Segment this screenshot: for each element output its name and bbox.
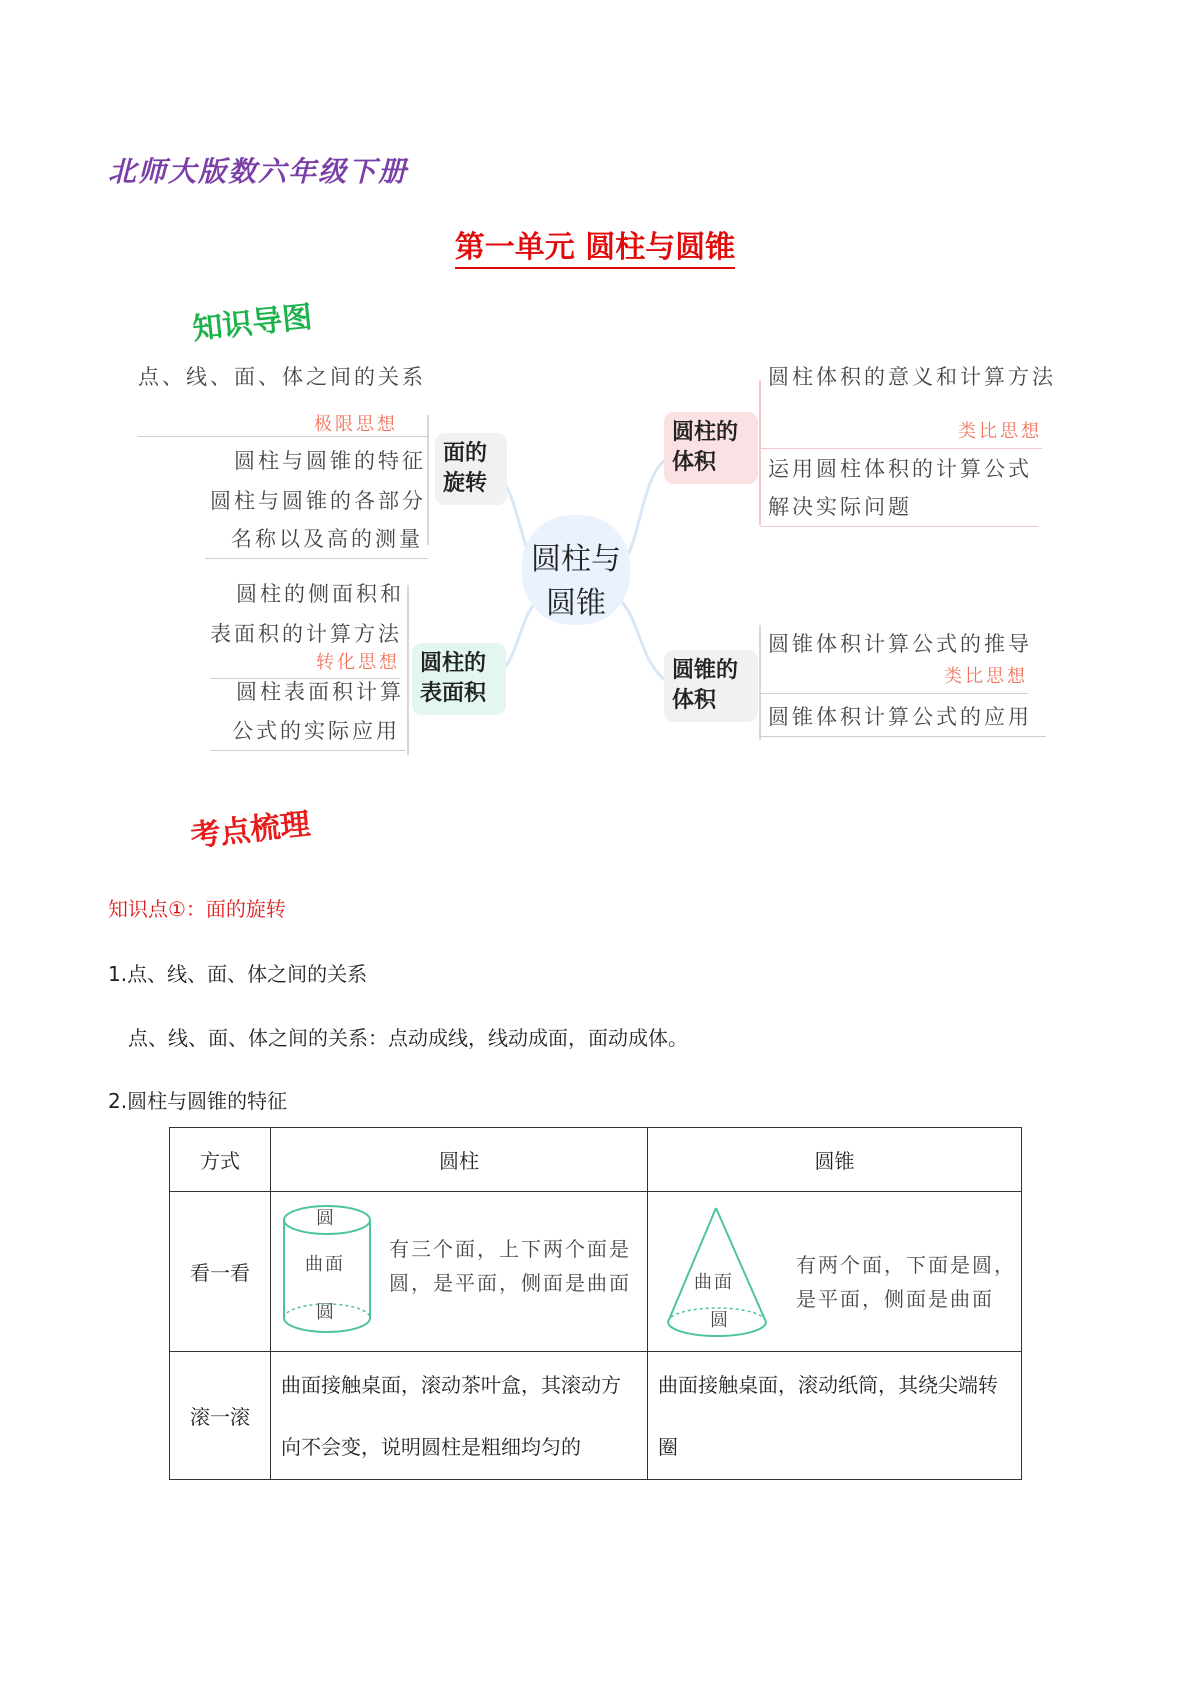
mindmap-node-rotation: 面的旋转	[435, 433, 507, 505]
cylinder-label-bot: 圆	[316, 1302, 336, 1323]
mindmap-leaf: 公式的实际应用	[210, 712, 405, 751]
cone-roll-line-1: 曲面接触桌面，滚动纸筒，其绕尖端转	[658, 1372, 998, 1397]
cylinder-label-mid: 曲面	[305, 1254, 345, 1275]
cone-label-mid: 曲面	[694, 1272, 734, 1293]
cylinder-roll-line-1: 曲面接触桌面，滚动茶叶盒，其滚动方	[281, 1372, 621, 1397]
mindmap-leaf: 圆柱与圆锥的特征	[234, 449, 426, 473]
mindmap-leaf: 圆锥体积计算公式的应用	[760, 698, 1046, 737]
table-header-cell: 圆锥	[648, 1128, 1022, 1192]
table-header-row	[170, 1128, 1022, 1192]
cylinder-desc-1: 有三个面，上下两个面是	[389, 1237, 631, 1261]
unit-title-text: 第一单元 圆柱与圆锥	[455, 230, 735, 269]
mindmap-note: 转化思想	[210, 648, 400, 679]
mindmap-node-cyl-volume: 圆柱的体积	[664, 412, 758, 484]
item1-title: 1.点、线、面、体之间的关系	[108, 962, 368, 986]
item1-text: 点、线、面、体之间的关系：点动成线，线动成面，面动成体。	[128, 1026, 688, 1050]
table-header-cell: 方式	[170, 1128, 271, 1192]
mindmap-note: 类比思想	[760, 417, 1042, 449]
mindmap-leaf: 圆柱体积的意义和计算方法	[768, 365, 1056, 389]
table-row	[170, 1192, 1022, 1352]
cylinder-roll-line-2: 向不会变，说明圆柱是粗细均匀的	[281, 1434, 581, 1459]
item2-title: 2.圆柱与圆锥的特征	[108, 1089, 288, 1113]
knowledge-point-title: 知识点①：面的旋转	[108, 897, 286, 921]
cylinder-look-cell	[271, 1192, 648, 1352]
table-header-cell: 圆柱	[271, 1128, 648, 1192]
mindmap-node-surface: 圆柱的表面积	[412, 643, 506, 715]
cone-roll-line-2: 圈	[658, 1434, 678, 1459]
publisher-title: 北师大版数六年级下册	[108, 155, 409, 188]
row-label: 滚一滚	[170, 1352, 271, 1480]
section-mindmap-heading: 知识导图	[190, 299, 314, 348]
cone-roll-cell	[648, 1352, 1022, 1480]
mindmap-note: 极限思想	[314, 414, 398, 435]
cone-desc-2: 是平面，侧面是曲面	[796, 1287, 994, 1311]
mindmap-leaf: 圆柱表面积计算	[236, 680, 404, 704]
mindmap-leaf: 点、线、面、体之间的关系	[138, 358, 428, 437]
cone-label-bot: 圆	[710, 1310, 730, 1331]
table-row	[170, 1352, 1022, 1480]
mindmap-leaf: 表面积的计算方法	[210, 622, 402, 646]
mindmap-leaf: 运用圆柱体积的计算公式	[768, 457, 1032, 481]
mindmap-leaf: 圆柱的侧面积和	[236, 582, 404, 606]
mindmap-leaf: 解决实际问题	[760, 488, 1038, 527]
mindmap-note: 类比思想	[760, 662, 1028, 694]
cylinder-roll-cell	[271, 1352, 648, 1480]
mindmap-node-cone-volume: 圆锥的体积	[664, 650, 758, 722]
cylinder-label-top: 圆	[316, 1208, 336, 1229]
mindmap-leaf: 圆柱与圆锥的各部分	[210, 489, 426, 513]
cone-desc-1: 有两个面，下面是圆，	[796, 1253, 1016, 1277]
unit-title	[0, 222, 1190, 266]
mindmap-leaf: 名称以及高的测量	[205, 520, 428, 559]
mindmap-leaf: 圆锥体积计算公式的推导	[768, 632, 1032, 656]
row-label: 看一看	[170, 1192, 271, 1352]
cylinder-desc-2: 圆，是平面，侧面是曲面	[389, 1271, 631, 1295]
features-table	[169, 1127, 1022, 1480]
mindmap	[0, 360, 1190, 780]
cone-look-cell	[648, 1192, 1022, 1352]
section-points-heading: 考点梳理	[188, 806, 312, 855]
mindmap-center-text: 圆柱与圆锥	[531, 542, 621, 621]
